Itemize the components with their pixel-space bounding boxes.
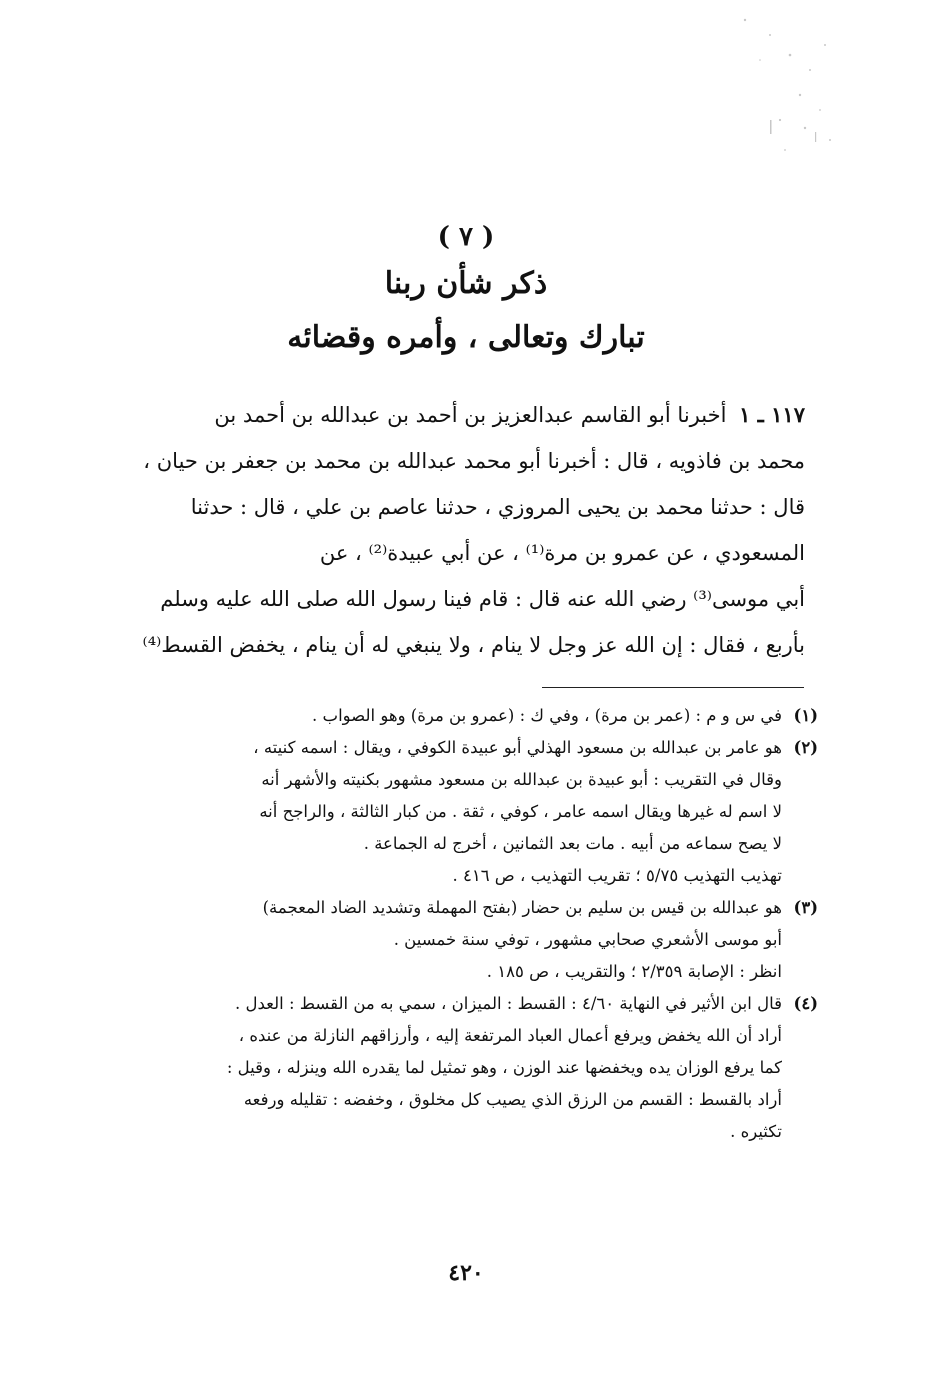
footnote-1 [105,700,818,732]
footnote-line: هو عامر بن عبدالله بن مسعود الهذلي أبو عبيدة الكوفي ، ويقال : اسمه كنيته ، [253,738,782,757]
hadith-line: قال : حدثنا محمد بن يحيى المروزي ، حدثنا عاصم بن علي ، قال : حدثنا [190,495,805,519]
footnote-line: أراد بالقسط : القسم من الرزق الذي يصيب كل مخلوق ، وخفضه : تقليله ورفعه [243,1090,782,1109]
footnote-line: قال ابن الأثير في النهاية ٤/٦٠ : القسط : الميزان ، سمي به من القسط : العدل . [235,994,782,1013]
footnote-mark: (١) [793,706,818,725]
footnote-line: أراد أن الله يخفض ويرفع أعمال العباد المرتفعة إليه ، وأرزاقهم النازلة من عنده ، [238,1026,782,1045]
footnote-line: وقال في التقريب : أبو عبيدة بن عبدالله بن مسعود مشهور بكنيته والأشهر أنه [261,770,782,789]
hadith-line [105,392,805,438]
footnote-line: تهذيب التهذيب ٥/٧٥ ؛ تقريب التهذيب ، ص ٤١٦ . [452,866,782,885]
page-smudge [650,0,850,170]
footnote-4 [105,988,818,1148]
chapter-number: ( ٧ ) [437,222,495,252]
footnote-line: في س و م : (عمر بن مرة) ، وفي ك : (عمرو بن مرة) وهو الصواب . [312,706,782,725]
footnote-2 [105,732,818,892]
footnote-body [105,700,782,732]
footnote-line: لا يصح سماعه من أبيه . مات بعد الثمانين ، أخرج له الجماعة . [363,834,782,853]
hadith-line: أبي موسى⁽³⁾ رضي الله عنه قال : قام فينا رسول الله صلى الله عليه وسلم [160,587,805,611]
footnote-line: كما يرفع الوزان يده ويخفضها عند الوزن ، وهو تمثيل لما يقدره الله وينزله ، وقيل : [226,1058,782,1077]
page-number: ٤٢٠ [448,1260,484,1286]
footnote-body [105,988,782,1148]
footnote-separator [542,687,804,688]
chapter-title-line-2: تبارك وتعالى ، وأمره وقضائه [287,320,645,355]
footnote-line: لا اسم له غيرها ويقال اسمه عامر ، كوفي ، ثقة . من كبار الثالثة ، والراجح أنه [259,802,782,821]
hadith-line: محمد بن فاذويه ، قال : أخبرنا أبو محمد عبدالله بن محمد بن جعفر بن حيان ، [143,449,805,473]
hadith-text [105,392,805,668]
footnote-3 [105,892,818,988]
footnote-body [105,892,782,988]
hadith-line: المسعودي ، عن عمرو بن مرة⁽¹⁾ ، عن أبي عبيدة⁽²⁾ ، عن [319,541,805,565]
footnote-line: انظر : الإصابة ٢/٣٥٩ ؛ والتقريب ، ص ١٨٥ . [486,962,782,981]
footnotes [105,700,818,1148]
footnote-line: هو عبدالله بن قيس بن سليم بن حضار (بفتح المهملة وتشديد الضاد المعجمة) [262,898,782,917]
chapter-title-line-1: ذكر شأن ربنا [384,266,548,301]
footnote-mark: (٤) [793,994,818,1013]
footnote-mark: (٢) [793,738,818,757]
footnote-line: أبو موسى الأشعري صحابي مشهور ، توفي سنة خمسين . [393,930,782,949]
footnote-body [105,732,782,892]
hadith-number: ١١٧ ـ ١ [739,402,805,427]
footnote-line: تكثيره . [730,1122,782,1141]
hadith-line: بأربع ، فقال : إن الله عز وجل لا ينام ، ولا ينبغي له أن ينام ، يخفض القسط⁽⁴⁾ [142,633,805,657]
hadith-line-text: أخبرنا أبو القاسم عبدالعزيز بن أحمد بن عبدالله بن أحمد بن [214,403,727,427]
footnote-mark: (٣) [793,898,818,917]
